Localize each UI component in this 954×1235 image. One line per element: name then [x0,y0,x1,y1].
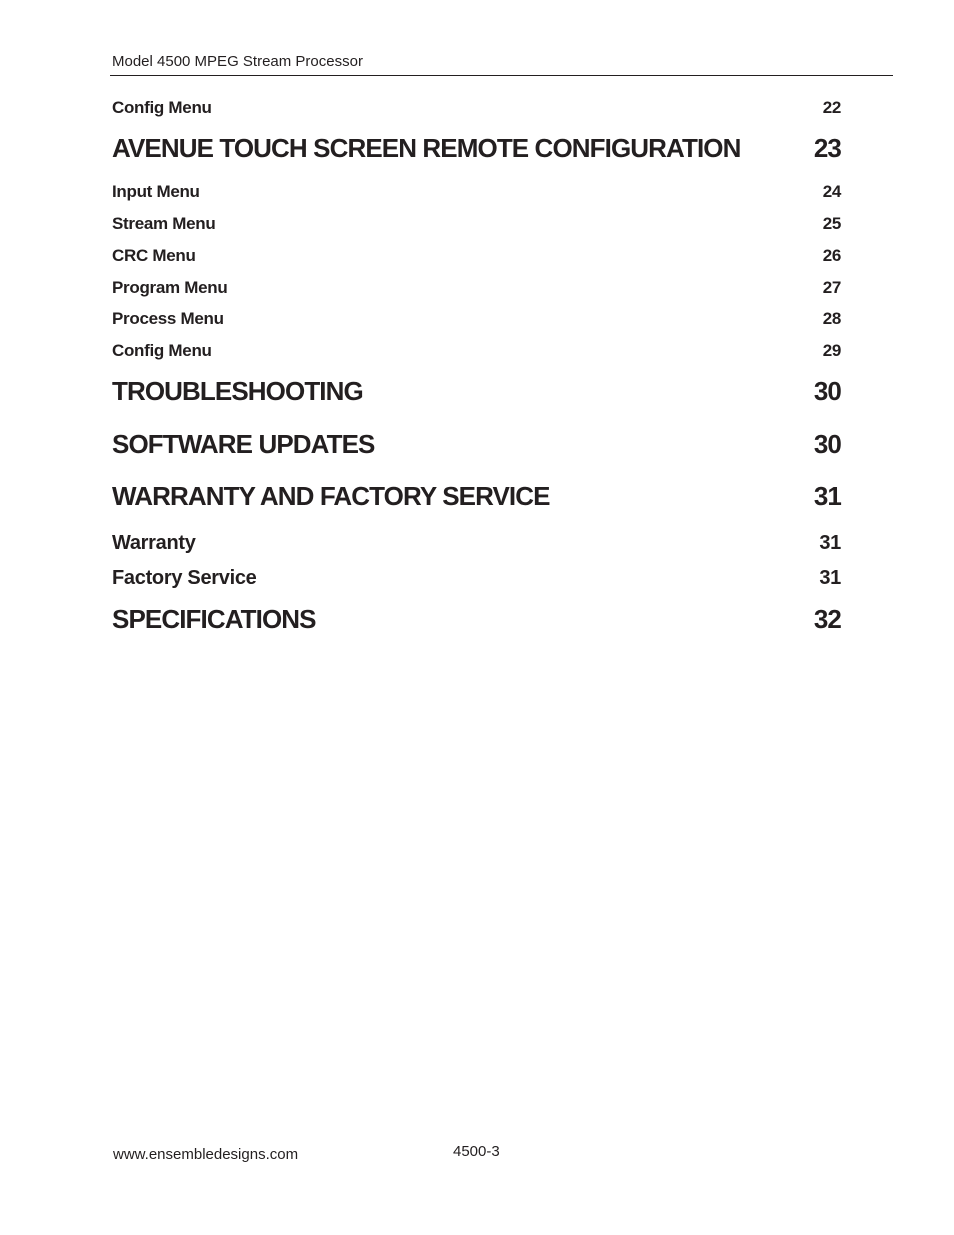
toc-entry[interactable] [112,132,841,164]
toc-label: CRC Menu [112,246,196,265]
toc-page: 30 [813,375,841,406]
toc-page: 28 [822,309,841,328]
toc-entry[interactable] [112,428,841,460]
toc-page: 32 [813,603,841,634]
toc-entry[interactable] [112,375,841,407]
toc-entry[interactable] [112,246,841,266]
toc-page: 27 [822,278,841,297]
toc-label: Program Menu [112,278,228,297]
toc-entry[interactable] [112,566,841,590]
toc-page: 22 [822,98,841,117]
toc-entry[interactable] [112,341,841,361]
header-rule [110,75,893,76]
toc-label: Warranty [112,531,196,554]
toc-page: 25 [822,214,841,233]
toc-label: SOFTWARE UPDATES [112,428,375,459]
toc-page: 26 [822,246,841,265]
running-header: Model 4500 MPEG Stream Processor [112,53,363,70]
toc-label: Stream Menu [112,214,216,233]
toc-page: 24 [822,182,841,201]
toc-page: 31 [813,480,841,511]
toc-entry[interactable] [112,480,841,512]
toc-entry[interactable] [112,309,841,329]
toc-entry[interactable] [112,98,841,118]
toc-label: Config Menu [112,98,212,117]
toc-page: 31 [819,531,841,554]
toc-entry[interactable] [112,278,841,298]
toc-label: AVENUE TOUCH SCREEN REMOTE CONFIGURATION [112,132,741,163]
footer-page-number: 4500-3 [453,1143,500,1160]
toc-entry[interactable] [112,531,841,555]
toc-label: Process Menu [112,309,224,328]
toc-label: SPECIFICATIONS [112,603,316,634]
toc-label: WARRANTY AND FACTORY SERVICE [112,480,550,511]
toc-entry[interactable] [112,214,841,234]
toc-entry[interactable] [112,182,841,202]
toc-entry[interactable] [112,603,841,635]
toc-label: Input Menu [112,182,200,201]
toc-label: Config Menu [112,341,212,360]
toc-page: 29 [822,341,841,360]
footer-website: www.ensembledesigns.com [113,1146,299,1163]
toc-label: TROUBLESHOOTING [112,375,363,406]
toc-page: 23 [813,132,841,163]
toc-label: Factory Service [112,566,257,589]
toc-page: 31 [819,566,841,589]
toc-page: 30 [813,428,841,459]
